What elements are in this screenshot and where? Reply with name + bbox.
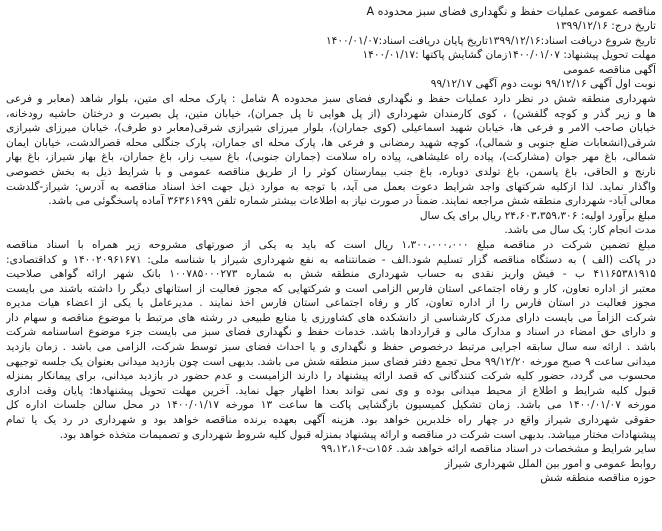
- paragraph-line: میدانی ساعت ۹ صبح مورخه ۹۹/۱۲/۲۰ محل تجمع دفتر فضای سبز منطقه شش می باشد. بدیهی است چون بازدید میدانی بعنوان یک جلسه توجیهی: [6, 355, 656, 368]
- paragraph-line: نارنج و الحاقی، باغ یاسمن، باغ تولدی دوباره، باغ جنب بیمارستان کوثر را از طریق مناقصه عمومی و با شرایط ذیل به بخش خصوصی: [6, 165, 656, 178]
- notice-heading: آگهی مناقصه عمومی: [563, 63, 656, 76]
- paragraph-line: معتبر از اداره تعاون، کار و رفاه اجتماعی استان فارس الزامی است و شرکتهایی که مجوز فعالیت از استانهای دیگر را داشته باشند می بایست: [6, 282, 656, 295]
- deadline-dates: مهلت تحویل پیشنهاد: ۱۴۰۰/۰۱/۰۷زمان گشایش پاکتها :۱۴۰۰/۰۱/۱۷: [362, 49, 656, 62]
- paragraph-line: واگذار نماید. لذا ازکلیه شرکتهای واجد شرایط دعوت بعمل می آید، با توجه به موارد ذیل جهت اخذ اسناد مناقصه به آدرس: شیراز-گلدشت: [6, 180, 656, 193]
- paragraph-line: مجوز فعالیت در استان فارس را از اداره تعاون، کار و رفاه اجتماعی استان فارس اخذ نمایند . مدیرعامل یا یکی از اعضاء هیات مدیره: [6, 297, 656, 310]
- paragraph-line: در پاکت (الف ) به دستگاه مناقصه گزار تسلیم شود.الف - ضمانتنامه به نفع شهرداری شیراز با شناسه ملی: ۱۴۰۰۲۰۹۶۱۶۷۱ و کداقتصادی:: [6, 253, 656, 266]
- paragraph-line: شمالی، باغ مهر جوان (مشارکت)، پیاده راه علیشاهی، پیاده راه سلامت (جماران جنوبی)، باغ سیب زار، باغ جماران، باغ بهار شیراز، باغ بهار: [6, 151, 656, 164]
- paragraph-line: شرکت الزاماً می بایست دارای مدرک کارشناسی از دانشکده های کشاورزی یا منابع طبیعی در رشته های مرتبط با موضوع مناقصه و سهام دار: [6, 311, 656, 324]
- paragraph-line: مورخه ۱۴۰۰/۰۱/۰۷ می باشد. زمان تشکیل کمیسیون بازگشایی پاکت ها ساعت ۱۳ مورخه ۱۴۰۰/۰۱/۱۷ در محل سالن جلسات اداره کل: [6, 399, 656, 412]
- paragraph-line: معالی آباد- شهرداری منطقه شش مراجعه نمایند. ضمناً در صورت نیاز به اطلاعات بیشتر شماره تلفن ۳۶۳۶۱۶۹۹ آماده پاسخگوئی می باشد.: [48, 195, 656, 208]
- paragraph-line: شهرداری منطقه شش در نظر دارد عملیات حفظ و نگهداری فضای سبز محدوده A شامل : پارک محله ای متین، بلوار شاهد (معابر و فرعی: [6, 92, 656, 105]
- paragraph-line: خیابان صاحب الامر و فرعی ها، خیابان شهید اسماعیلی (کوی جماران)، بلوار میرزای شیرازی شرقی(معابر دو طرف)، خیابان میرزای شیرازی: [6, 122, 656, 135]
- paragraph-line: شرقی(انشعابات ضلع جنوبی و شمالی)، کوچه شهید رمضانی و فرعی ها، پارک محله ای جماران، پارک جنگلی محله قصرالدشت، خیابان ایمان: [6, 136, 656, 149]
- estimated-budget: مبلغ برآورد اولیه: ۲۴،۶۰۳،۳۵۹،۳۰۶ ریال برای یک سال: [419, 209, 656, 222]
- paragraph-line: محسوب می گردد، حضور کلیه شرکت کنندگانی که قصد ارائه پیشنهاد را دارند الزامیست و عدم حضور در بازدید میدانی، برای پیمانکار بمنزله: [6, 370, 656, 383]
- paragraph-line: و دارای حق امضاء در اسناد و مدارک مالی و قراردادها باشد. خدمات حفظ و نگهداری فضای سبز می بایست جزء موضوع اساسنامه شرکت: [6, 326, 656, 339]
- paragraph-line: قبول کلیه شرایط و اطلاع از محیط میدانی بوده و وی نمی تواند بعدا اظهار جهل نماید. آخرین مهلت تحویل پیشنهادها: پایان وقت اداری: [6, 384, 656, 397]
- paragraph-line: مبلغ تضمین شرکت در مناقصه مبلغ ۱،۳۰۰،۰۰۰،۰۰۰ ریال است که باید به یکی از صورتهای مشروحه زیر همراه با اسناد مناقصه: [6, 238, 656, 251]
- public-relations-signature: روابط عمومی و امور بین الملل شهرداری شیراز: [444, 457, 656, 470]
- paragraph-line: ۴۱۱۶۵۳۸۱۹۱۵ ب - فیش واریز نقدی به حساب شهرداری منطقه شش به شماره ۱۰۰۷۸۵۰۰۰۲۷۳ بانک شهر ارائه گواهی صلاحیت: [6, 268, 656, 281]
- paragraph-line: باشد . ارائه سه سال سابقه اجرایی مرتبط درخصوص حفظ و نگهداری و یا احداث فضای سبز توسط شرکت، الزامی می باشد . زمان بازدید: [6, 341, 656, 354]
- paragraph-line: ها و زیر گذر و کوچه گلفشن) ، کوی کارمندان شهرداری (از پل هوایی تا پل جمران)، خیابان متین، پل بصیرت و درختان حاشیه رودخانه،: [6, 107, 656, 120]
- paragraph-line: حقوقی شهرداری شیراز واقع در چهار راه خلدبرین خواهد بود. هزینه آگهی بعهده برنده مناقصه خواهد بود و شهرداری در رد یک یا تمام: [6, 414, 656, 427]
- notice-title: مناقصه عمومی عملیات حفظ و نگهداری فضای سبز محدوده A: [366, 5, 656, 18]
- district-signature: حوزه مناقصه منطقه شش: [540, 472, 656, 485]
- publication-rounds: نوبت اول آگهی ۹۹/۱۲/۱۶ نوبت دوم آگهی ۹۹/۱۲/۱۷: [430, 78, 656, 91]
- contract-duration: مدت انجام کار: یک سال می باشد.: [504, 224, 656, 237]
- other-conditions: سایر شرایط و مشخصات در اسناد مناقصه ارائه خواهد شد. ۱۵۶ت-۹۹،۱۲،۱۶: [321, 443, 656, 456]
- paragraph-line: پیشنهادات مختار میباشد. بدیهی است شرکت در مناقصه و ارائه پیشنهاد بمنزله قبول کلیه شروط شهرداری و تصمیمات متخذه خواهد بود.: [59, 428, 656, 441]
- document-dates: تاریخ شروع دریافت اسناد:۱۳۹۹/۱۲/۱۶تاریخ پایان دریافت اسناد:۱۴۰۰/۰۱/۰۷: [325, 34, 656, 47]
- insert-date: تاریخ درج: ۱۳۹۹/۱۲/۱۶: [555, 20, 656, 32]
